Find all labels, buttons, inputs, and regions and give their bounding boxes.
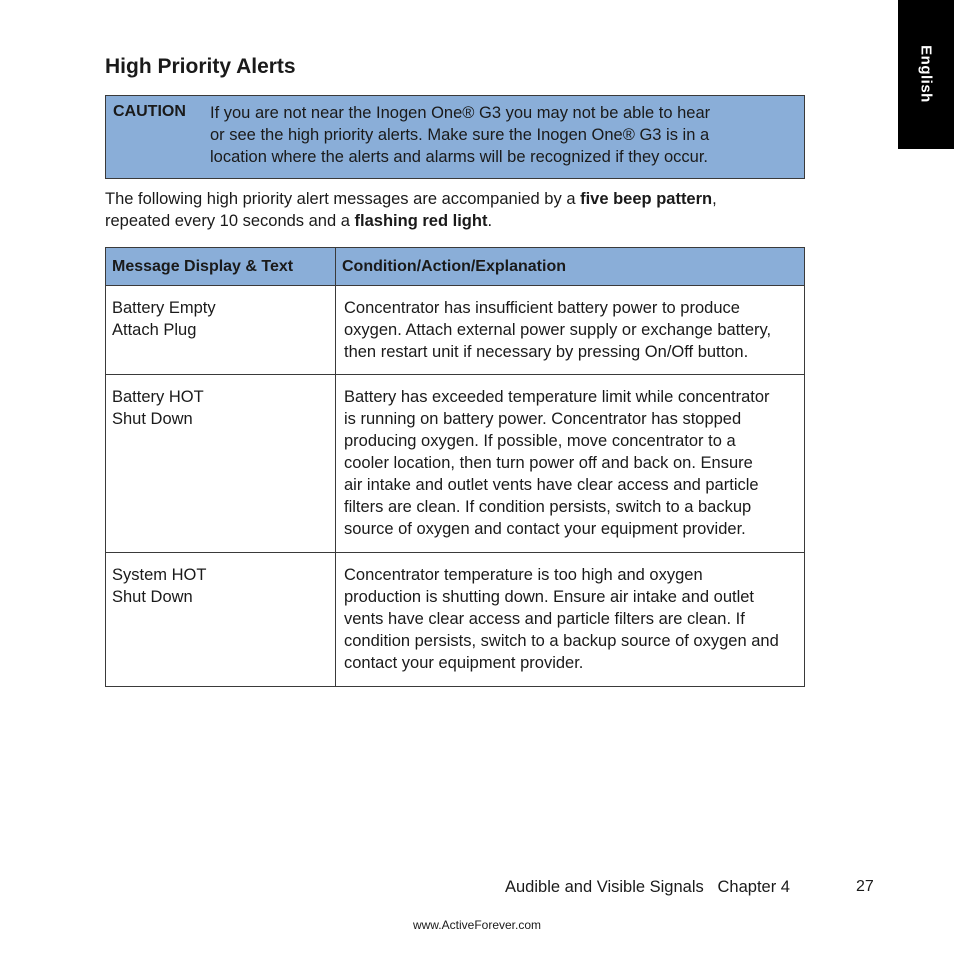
condition-cell bbox=[336, 286, 805, 375]
caution-text bbox=[210, 102, 800, 168]
condition-line: contact your equipment provider. bbox=[344, 654, 584, 672]
message-cell bbox=[106, 375, 336, 553]
footer-chapter-title: Audible and Visible Signals Chapter 4 bbox=[505, 878, 790, 896]
table-row bbox=[106, 286, 805, 375]
table-header-row bbox=[106, 248, 805, 286]
table-row bbox=[106, 553, 805, 687]
message-line: Battery HOT bbox=[112, 388, 204, 406]
intro-line-2 bbox=[105, 210, 805, 232]
condition-cell bbox=[336, 375, 805, 553]
condition-line: then restart unit if necessary by pressing On/Off button. bbox=[344, 343, 749, 361]
condition-line: Battery has exceeded temperature limit while concentrator bbox=[344, 388, 770, 406]
language-tab-label: English bbox=[917, 45, 935, 103]
message-cell bbox=[106, 286, 336, 375]
condition-line: is running on battery power. Concentrator has stopped bbox=[344, 410, 742, 428]
column-header-message: Message Display & Text bbox=[106, 248, 336, 286]
message-line: Attach Plug bbox=[112, 321, 197, 339]
condition-line: vents have clear access and particle filters are clean. If bbox=[344, 610, 745, 628]
condition-line: Concentrator temperature is too high and oxygen bbox=[344, 566, 703, 584]
message-line: Shut Down bbox=[112, 588, 193, 606]
message-line: Battery Empty bbox=[112, 299, 216, 317]
caution-line: If you are not near the Inogen One® G3 you may not be able to hear bbox=[210, 104, 711, 122]
intro-line-1 bbox=[105, 188, 805, 210]
condition-cell bbox=[336, 553, 805, 687]
table-row bbox=[106, 375, 805, 553]
caution-box bbox=[105, 95, 805, 179]
intro-text: , bbox=[712, 190, 717, 208]
condition-line: oxygen. Attach external power supply or exchange battery, bbox=[344, 321, 772, 339]
intro-paragraph bbox=[105, 188, 805, 232]
condition-line: air intake and outlet vents have clear access and particle bbox=[344, 476, 759, 494]
condition-line: production is shutting down. Ensure air intake and outlet bbox=[344, 588, 755, 606]
condition-line: producing oxygen. If possible, move concentrator to a bbox=[344, 432, 736, 450]
intro-text: The following high priority alert messages are accompanied by a bbox=[105, 190, 581, 208]
column-header-condition: Condition/Action/Explanation bbox=[336, 248, 805, 286]
intro-text: repeated every 10 seconds and a bbox=[105, 212, 355, 230]
footer-url: www.ActiveForever.com bbox=[412, 918, 542, 932]
intro-emphasis: flashing red light bbox=[354, 212, 488, 230]
condition-line: Concentrator has insufficient battery power to produce bbox=[344, 299, 740, 317]
intro-emphasis: five beep pattern bbox=[580, 190, 713, 208]
intro-text: . bbox=[487, 212, 493, 230]
condition-line: source of oxygen and contact your equipment provider. bbox=[344, 520, 746, 538]
caution-label: CAUTION bbox=[113, 103, 186, 120]
caution-line: or see the high priority alerts. Make sure the Inogen One® G3 is in a bbox=[210, 126, 710, 144]
condition-line: filters are clean. If condition persists, switch to a backup bbox=[344, 498, 752, 516]
condition-line: condition persists, switch to a backup source of oxygen and bbox=[344, 632, 779, 650]
message-cell bbox=[106, 553, 336, 687]
caution-line: location where the alerts and alarms will be recognized if they occur. bbox=[210, 148, 709, 166]
page-number: 27 bbox=[856, 878, 874, 895]
message-line: System HOT bbox=[112, 566, 207, 584]
alerts-table bbox=[105, 247, 805, 687]
message-line: Shut Down bbox=[112, 410, 193, 428]
condition-line: cooler location, then turn power off and back on. Ensure bbox=[344, 454, 753, 472]
language-tab bbox=[898, 0, 954, 149]
section-title: High Priority Alerts bbox=[105, 55, 296, 78]
